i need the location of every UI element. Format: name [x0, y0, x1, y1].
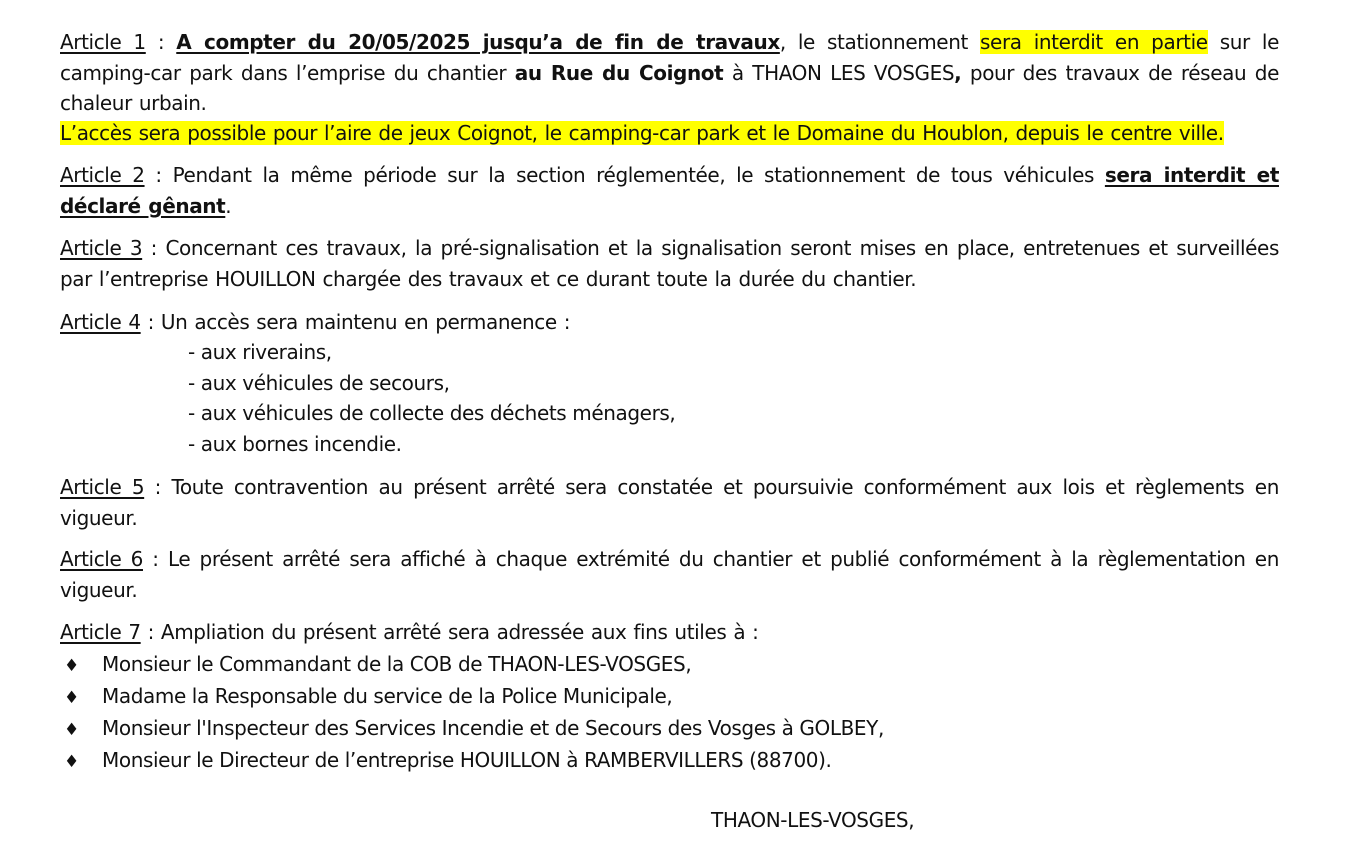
article-5-text: : Toute contravention au présent arrêté sera constatée et poursuivie conformément aux lois et règlements en vigueur. [60, 475, 1279, 530]
article-4-item: - aux riverains, [188, 340, 332, 364]
article-2 [60, 160, 1279, 221]
diamond-bullet-icon: ♦ [64, 720, 79, 740]
article-4 [60, 307, 1279, 338]
article-1-text-4: pour des travaux de réseau de chaleur urbain. [60, 60, 1279, 115]
article-4-label: Article 4 [60, 310, 141, 334]
article-1-separator: : [145, 30, 177, 54]
article-4-item: - aux véhicules de secours, [188, 371, 450, 395]
article-1-access-highlight: L’accès sera possible pour l’aire de jeux Coignot, le camping-car park et le Domaine du Houblon, depuis le centre ville. [60, 121, 1224, 145]
article-1-text-3: à THAON LES VOSGES [723, 60, 955, 85]
article-7-text: : Ampliation du présent arrêté sera adressée aux fins utiles à : [140, 620, 759, 644]
article-5 [60, 472, 1279, 533]
article-1-label: Article 1 [60, 30, 146, 54]
article-2-label: Article 2 [60, 163, 145, 187]
article-2-end: . [225, 193, 232, 218]
article-3 [60, 233, 1279, 294]
recipient-item [60, 680, 672, 714]
article-1-highlight: sera interdit en partie [980, 30, 1208, 54]
article-7 [60, 617, 1279, 648]
article-2-bold: sera interdit et déclaré gênant [60, 163, 1279, 218]
article-1 [60, 27, 1279, 119]
article-4-text: : Un accès sera maintenu en permanence : [140, 310, 571, 334]
article-1-text-2: sur le camping-car park dans l’emprise du chantier [60, 30, 1279, 85]
diamond-bullet-icon: ♦ [64, 656, 79, 676]
recipient-item [60, 712, 884, 746]
article-1-date: A compter du 20/05/2025 jusqu’a de fin de travaux [176, 30, 780, 54]
article-6-text: : Le présent arrêté sera affiché à chaque extrémité du chantier et publié conformément à la règlementation en vigueur. [60, 547, 1279, 602]
recipient-item [60, 744, 832, 778]
recipient-item [60, 648, 691, 682]
article-2-text: : Pendant la même période sur la section réglementée, le stationnement de tous véhicules [144, 163, 1105, 187]
recipient-text: Monsieur le Commandant de la COB de THAON-LES-VOSGES, [102, 652, 692, 676]
recipient-text: Monsieur l'Inspecteur des Services Incendie et de Secours des Vosges à GOLBEY, [102, 716, 884, 740]
article-1-street: au Rue du Coignot [514, 60, 724, 85]
article-3-label: Article 3 [60, 236, 143, 260]
diamond-bullet-icon: ♦ [64, 752, 79, 772]
signature-place: THAON-LES-VOSGES, [711, 808, 915, 832]
article-3-text: : Concernant ces travaux, la pré-signalisation et la signalisation seront mises en place, entretenues et surveillées par l’entreprise HOUILLON chargée des travaux et ce durant toute la durée du chantier. [60, 236, 1279, 291]
article-1-comma: , [954, 60, 962, 85]
article-6-label: Article 6 [60, 547, 143, 571]
article-4-item: - aux véhicules de collecte des déchets ménagers, [188, 401, 676, 425]
recipient-text: Monsieur le Directeur de l’entreprise HOUILLON à RAMBERVILLERS (88700). [102, 748, 832, 772]
article-6 [60, 544, 1279, 605]
article-7-label: Article 7 [60, 620, 141, 644]
article-1-access-line [60, 118, 1279, 149]
article-4-item: - aux bornes incendie. [188, 432, 402, 456]
article-1-text-1: , le stationnement [779, 30, 981, 54]
recipient-text: Madame la Responsable du service de la Police Municipale, [102, 684, 673, 708]
diamond-bullet-icon: ♦ [64, 688, 79, 708]
article-5-label: Article 5 [60, 475, 145, 499]
